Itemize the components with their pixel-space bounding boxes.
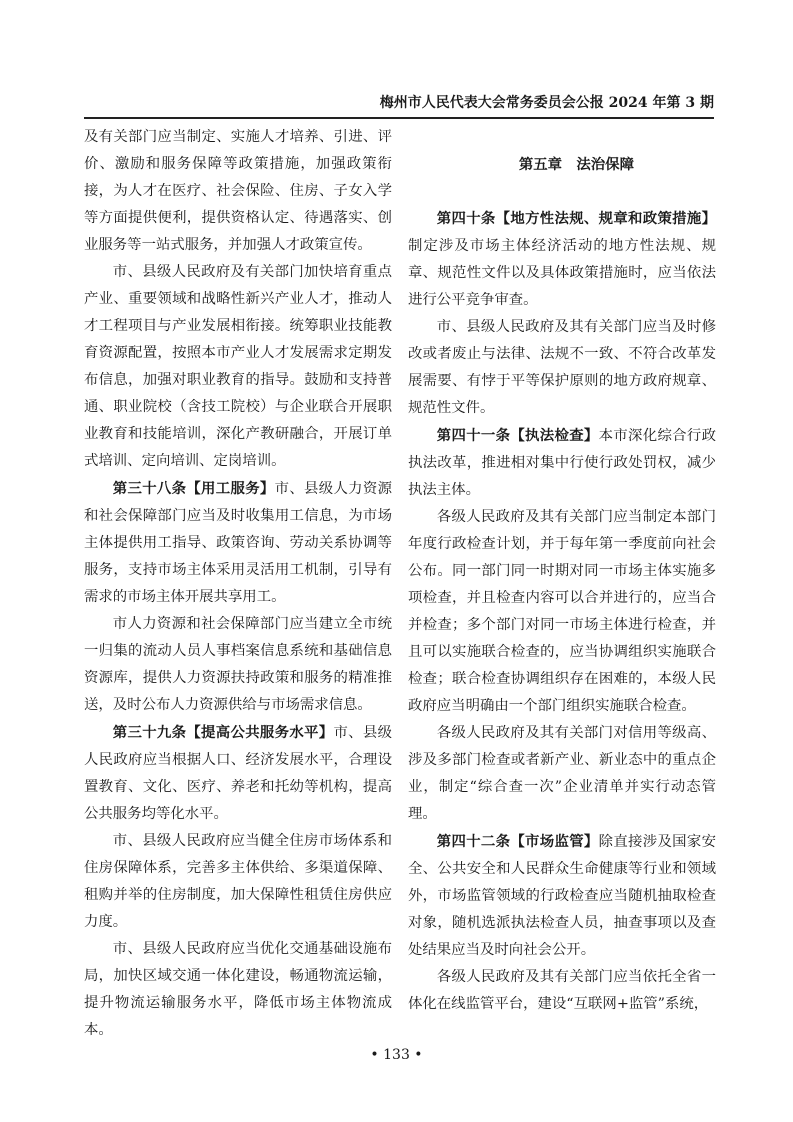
article-heading: 第四十二条【市场监管】 — [436, 833, 599, 850]
article-heading: 第四十一条【执法检查】 — [436, 427, 599, 444]
article-text: 本市深化综合行政执法改革，推进相对集中行使行政处罚权，减少执法主体。 — [408, 428, 716, 498]
article-text: 市、县级人民政府应当根据人口、经济发展水平，合理设置教育、文化、医疗、养老和托幼等机构，提高公共服务均等化水平。 — [84, 725, 392, 822]
paragraph: 市、县级人民政府及其有关部门应当及时修改或者废止与法律、法规不一致、不符合改革发展需要、有悖于平等保护原则的地方政府规章、规范性文件。 — [408, 319, 716, 416]
article-42 — [408, 828, 716, 964]
paragraph: 各级人民政府及其有关部门应当依托全省一体化在线监管平台，建设“互联网+监管”系统， — [408, 969, 716, 1012]
article-heading: 第三十九条【提高公共服务水平】 — [112, 724, 334, 741]
paragraph: 各级人民政府及其有关部门应当制定本部门年度行政检查计划，并于每年第一季度前向社会公布。同一部门同一时期对同一市场主体实施多项检查，并且检查内容可以合并进行的，应当合并检查；多个部门对同一市场主体进行检查，并且可以实施联合检查的，应当协调组织实施联合检查；联合检查协调组织存在困难的，本级人民政府应当明确由一个部门组织实施联合检查。 — [408, 509, 716, 714]
article-40 — [408, 205, 716, 314]
header-divider — [84, 117, 714, 119]
chapter-title: 第五章 法治保障 — [518, 156, 634, 173]
journal-header: 梅州市人民代表大会常务委员会公报 2024 年第 3 期 — [379, 95, 714, 111]
left-column — [84, 124, 392, 1044]
spacer — [408, 178, 716, 205]
right-column — [408, 124, 716, 1018]
spacer — [408, 124, 716, 151]
article-39 — [84, 719, 392, 828]
article-text: 市、县级人力资源和社会保障部门应当及时收集用工信息，为市场主体提供用工指导、政策咨询、劳动关系协调等服务，支持市场主体采用灵活用工机制，引导有需求的市场主体开展共享用工。 — [84, 481, 392, 605]
page-number: • 133 • — [370, 1047, 423, 1063]
article-heading: 第三十八条【用工服务】 — [112, 480, 275, 497]
paragraph: 市、县级人民政府应当健全住房市场体系和住房保障体系，完善多主体供给、多渠道保障、租购并举的住房制度，加大保障性租赁住房供应力度。 — [84, 833, 392, 930]
paragraph: 市、县级人民政府应当优化交通基础设施布局，加快区域交通一体化建设，畅通物流运输，提升物流运输服务水平，降低市场主体物流成本。 — [84, 941, 392, 1038]
article-38 — [84, 475, 392, 611]
paragraph: 市、县级人民政府及有关部门加快培育重点产业、重要领域和战略性新兴产业人才，推动人才工程项目与产业发展相衔接。统筹职业技能教育资源配置，按照本市产业人才发展需求定期发布信息，加强对职业教育的指导。鼓励和支持普通、职业院校（含技工院校）与企业联合开展职业教育和技能培训，深化产教研融合，开展订单式培训、定向培训、定岗培训。 — [84, 264, 392, 469]
article-heading: 第四十条【地方性法规、规章和政策措施】 — [436, 210, 716, 227]
paragraph: 市人力资源和社会保障部门应当建立全市统一归集的流动人员人事档案信息系统和基础信息资源库，提供人力资源扶持政策和服务的精准推送，及时公布人力资源供给与市场需求信息。 — [84, 616, 392, 713]
article-41 — [408, 422, 716, 504]
paragraph: 及有关部门应当制定、实施人才培养、引进、评价、激励和服务保障等政策措施，加强政策衔接，为人才在医疗、社会保险、住房、子女入学等方面提供便利，提供资格认定、待遇落实、创业服务等一站式服务，并加强人才政策宣传。 — [84, 129, 392, 253]
paragraph: 各级人民政府及其有关部门对信用等级高、涉及多部门检查或者新产业、新业态中的重点企业，制定“综合查一次”企业清单并实行动态管理。 — [408, 725, 716, 822]
article-text: 制定涉及市场主体经济活动的地方性法规、规章、规范性文件以及具体政策措施时，应当依法进行公平竞争审查。 — [408, 238, 716, 308]
article-text: 除直接涉及国家安全、公共安全和人民群众生命健康等行业和领域外，市场监管领域的行政检查应当随机抽取检查对象，随机选派执法检查人员，抽查事项以及查处结果应当及时向社会公开。 — [408, 834, 716, 958]
